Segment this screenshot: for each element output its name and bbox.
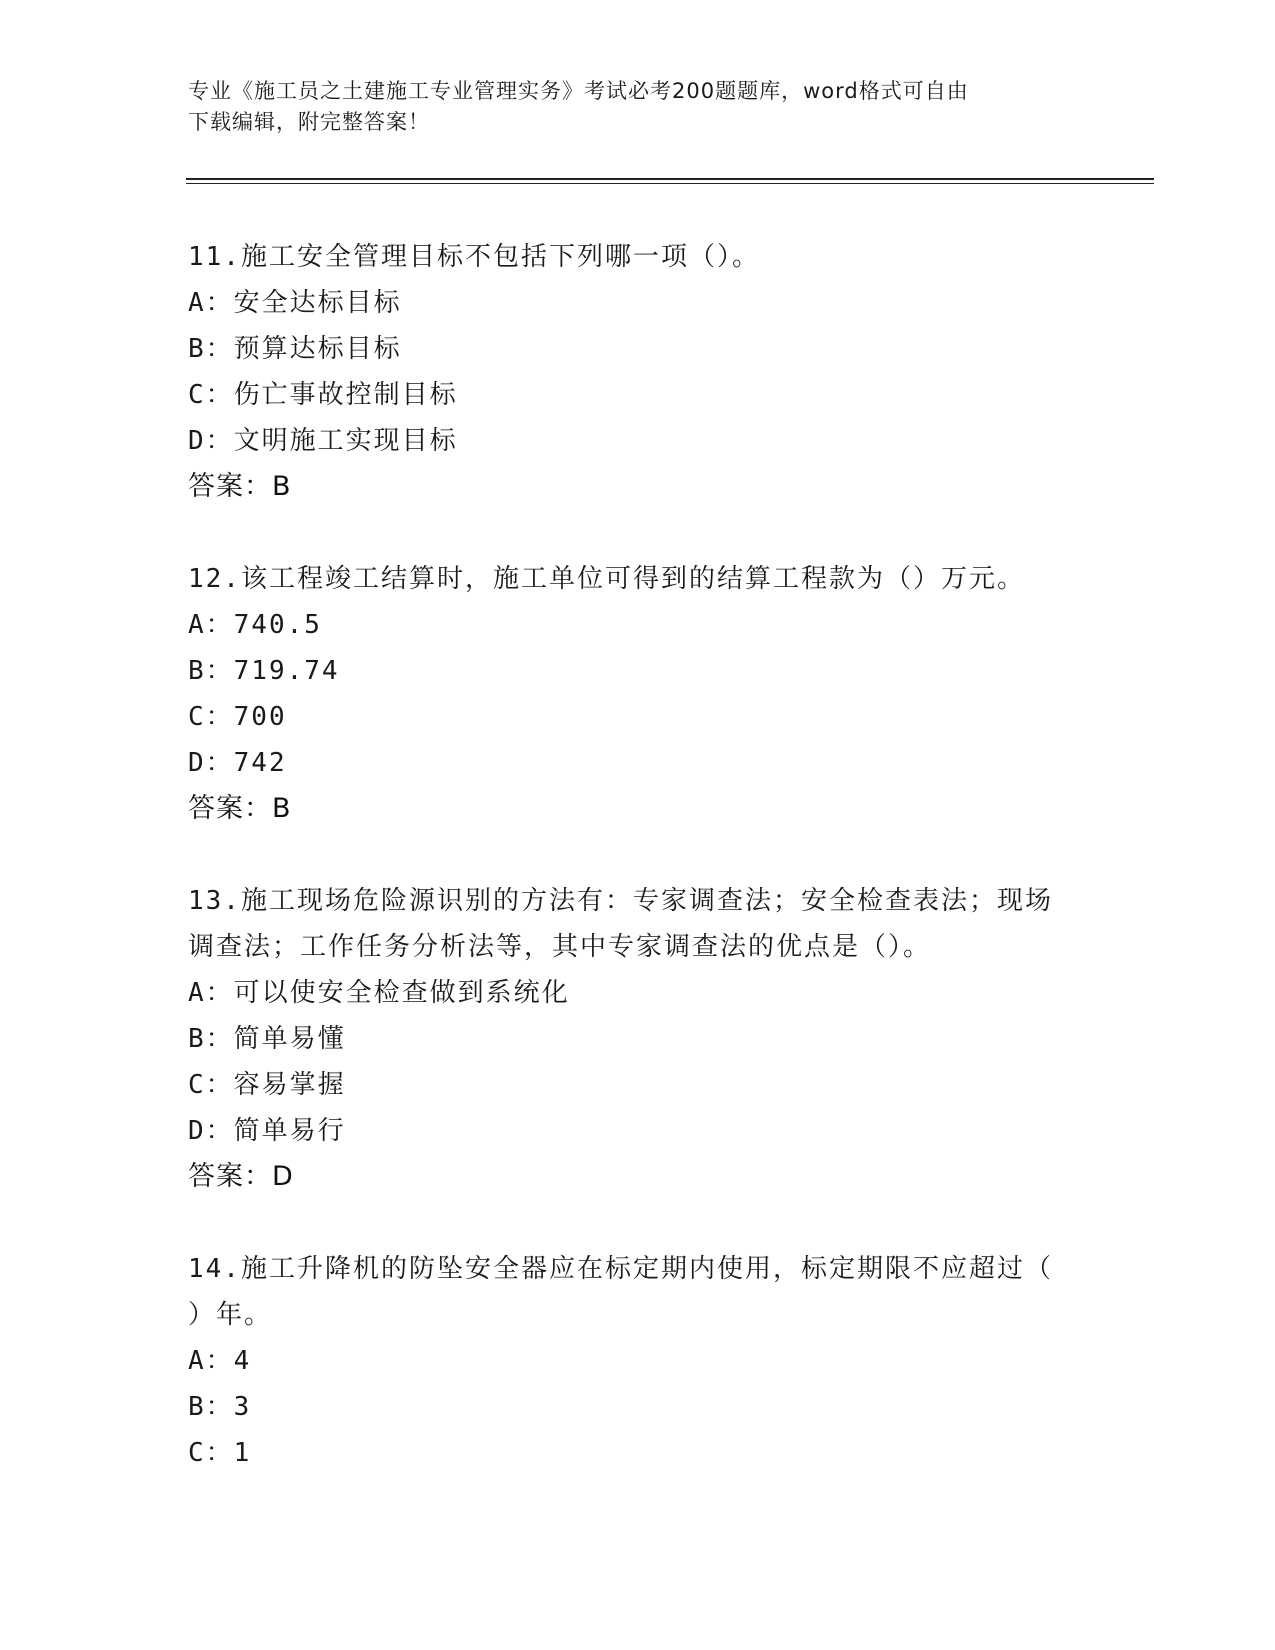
question-14 <box>188 1246 1088 1476</box>
option-d: D：742 <box>188 748 287 778</box>
question-text-line: ）年。 <box>188 1300 273 1330</box>
option-b: B：预算达标目标 <box>188 334 402 364</box>
question-text <box>188 878 1088 970</box>
header-line: 下载编辑，附完整答案！ <box>188 110 430 134</box>
header-divider <box>186 183 1154 184</box>
question-text-line: 13.施工现场危险源识别的方法有：专家调查法；安全检查表法；现场 <box>188 886 1053 916</box>
answer: 答案：B <box>188 471 292 502</box>
option-a: A：4 <box>188 1346 252 1376</box>
question-13 <box>188 878 1088 1200</box>
option-a: A：740.5 <box>188 610 322 640</box>
option-c: C：1 <box>188 1438 252 1468</box>
header-line: 专业《施工员之土建施工专业管理实务》考试必考200题题库，word格式可自由 <box>188 79 969 103</box>
option-a: A：安全达标目标 <box>188 288 402 318</box>
question-text-line: 调查法；工作任务分析法等，其中专家调查法的优点是（）。 <box>188 932 932 962</box>
question-text-line: 14.施工升降机的防坠安全器应在标定期内使用，标定期限不应超过（ <box>188 1254 1053 1284</box>
document-header <box>188 76 1068 138</box>
option-c: C：容易掌握 <box>188 1070 346 1100</box>
option-b: B：3 <box>188 1392 252 1422</box>
option-d: D：文明施工实现目标 <box>188 426 458 456</box>
option-b: B：719.74 <box>188 656 340 686</box>
answer: 答案：B <box>188 793 292 824</box>
question-text <box>188 234 1088 280</box>
question-text <box>188 1246 1088 1338</box>
option-c: C：700 <box>188 702 287 732</box>
question-12 <box>188 556 1088 832</box>
question-text-line: 11.施工安全管理目标不包括下列哪一项（）。 <box>188 242 760 272</box>
answer: 答案：D <box>188 1161 294 1192</box>
question-11 <box>188 234 1088 510</box>
option-c: C：伤亡事故控制目标 <box>188 380 458 410</box>
option-a: A：可以使安全检查做到系统化 <box>188 978 570 1008</box>
question-text-line: 12.该工程竣工结算时，施工单位可得到的结算工程款为（）万元。 <box>188 564 1025 594</box>
question-text <box>188 556 1088 602</box>
question-list <box>188 234 1088 1522</box>
header-divider <box>186 178 1154 180</box>
option-d: D：简单易行 <box>188 1116 346 1146</box>
option-b: B：简单易懂 <box>188 1024 346 1054</box>
